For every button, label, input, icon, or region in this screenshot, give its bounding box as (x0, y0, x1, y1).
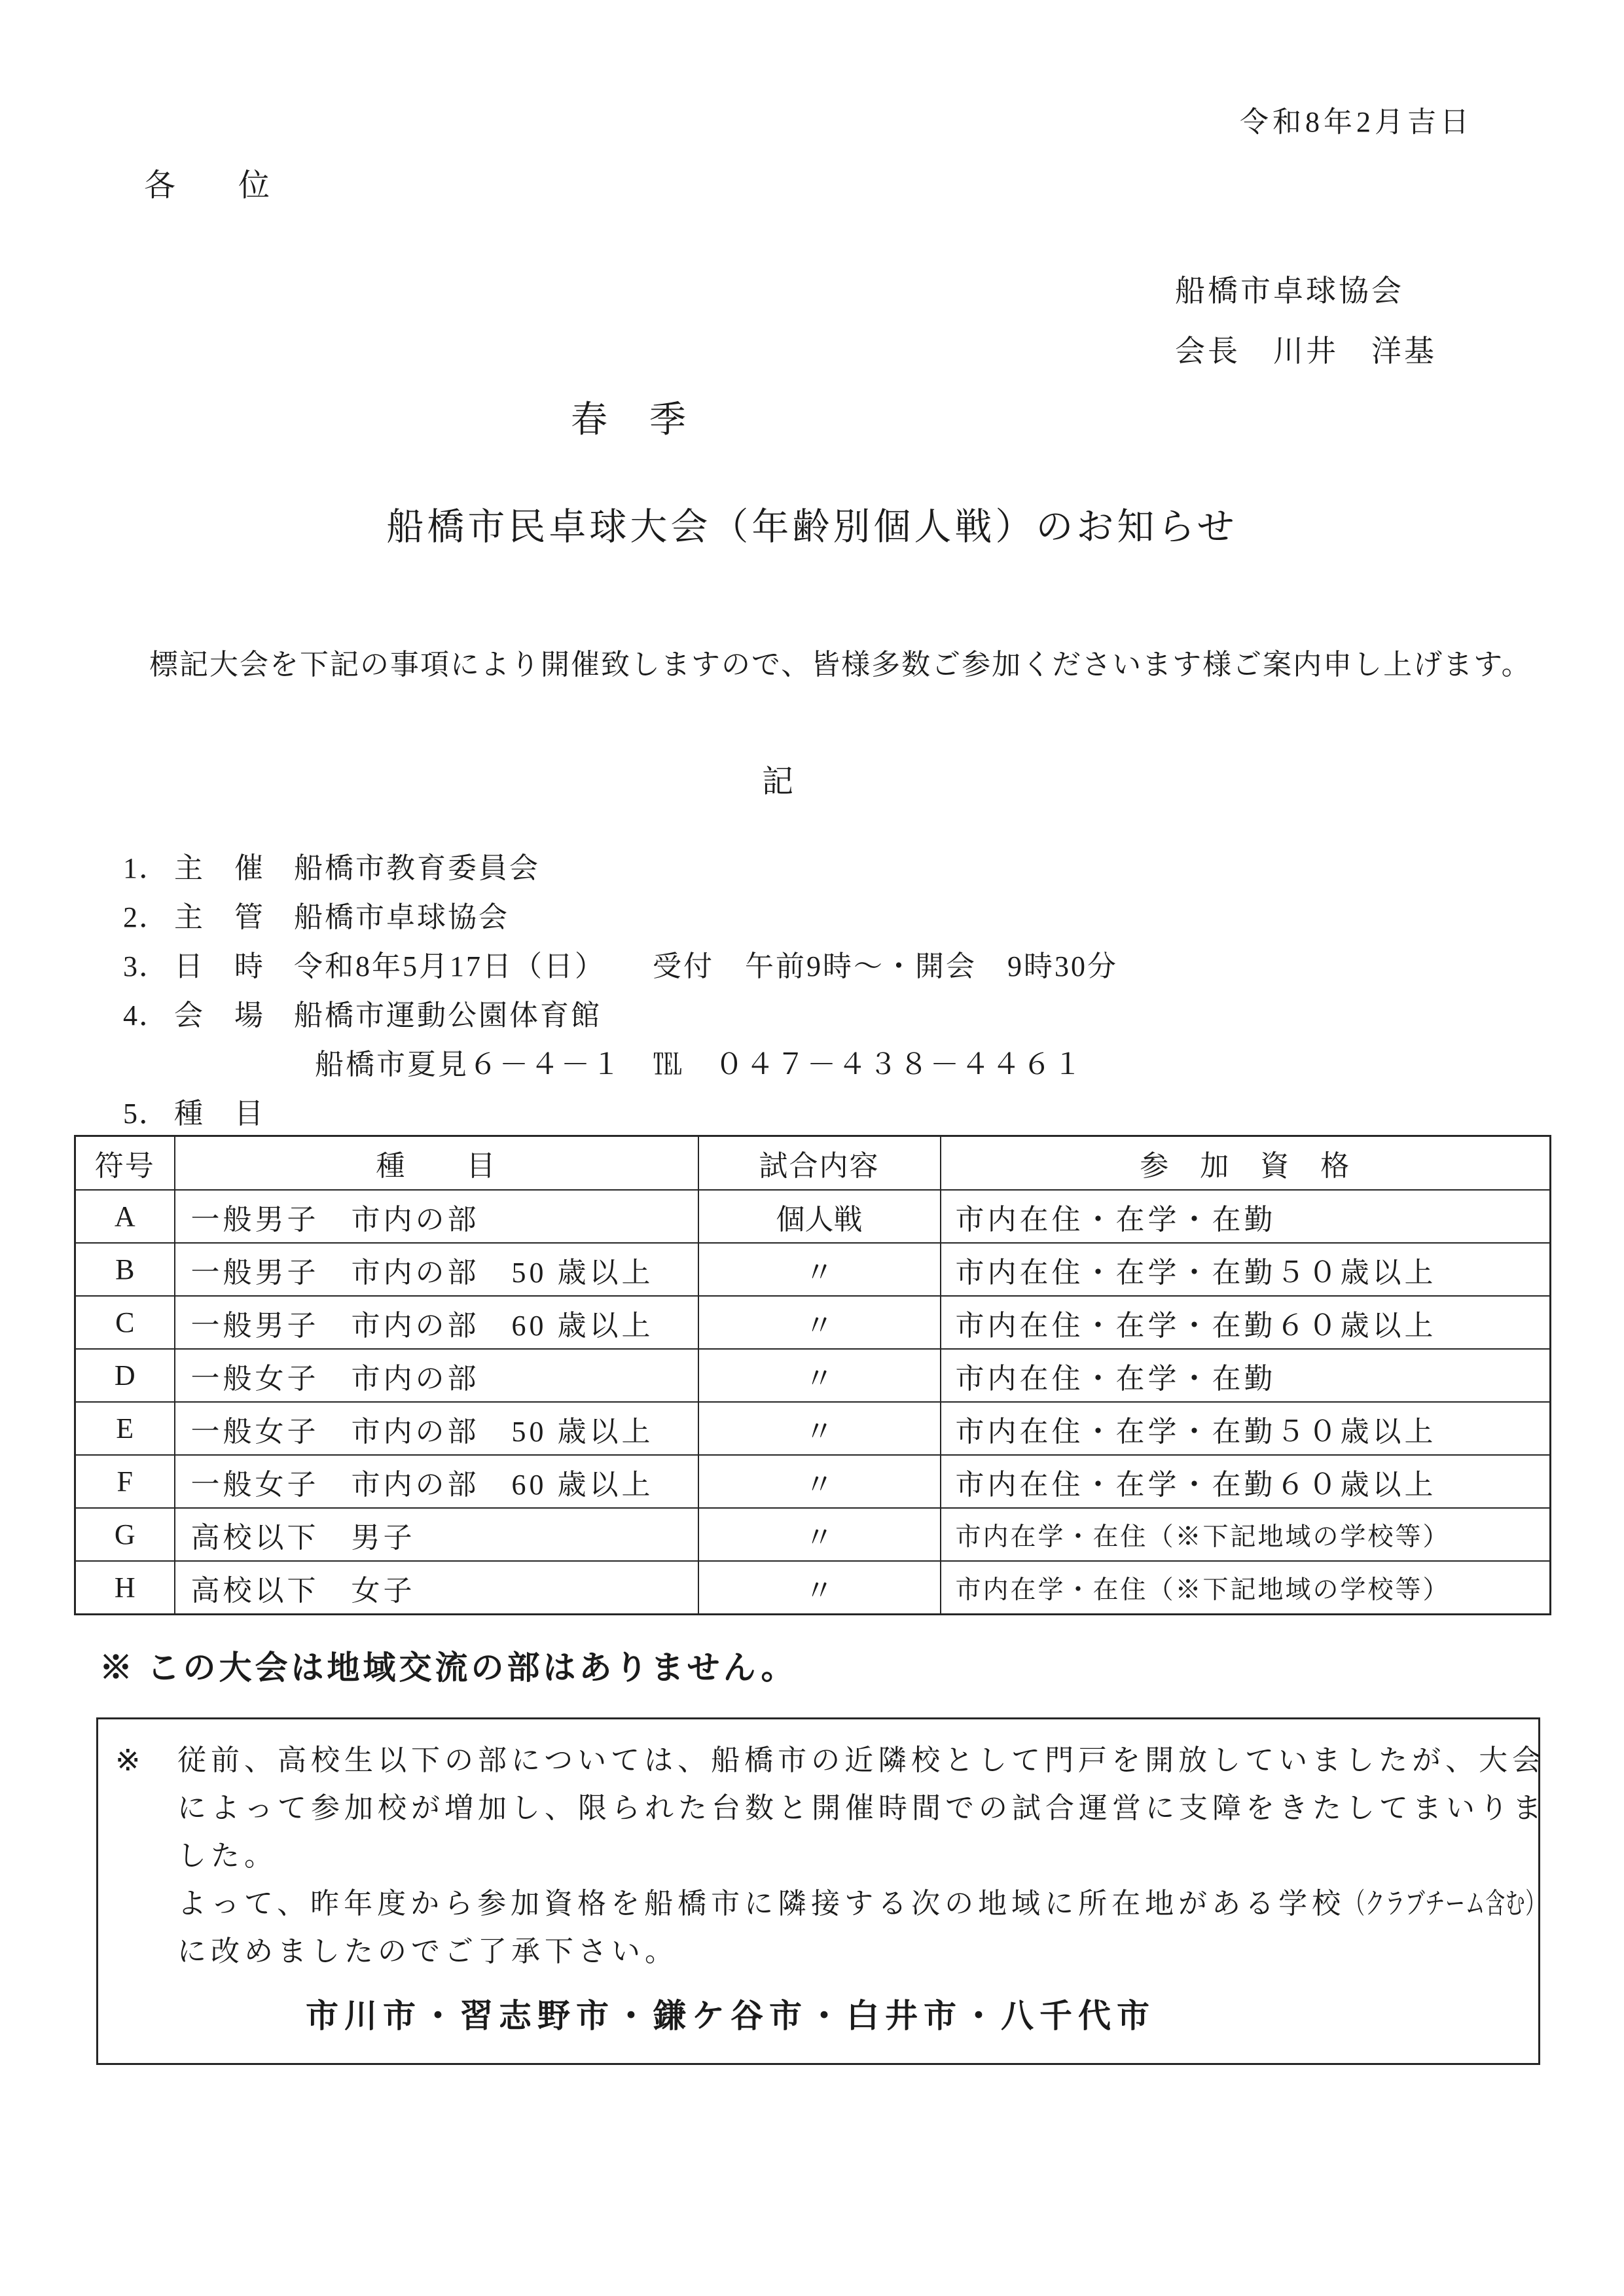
detail-number: 2． (123, 901, 169, 933)
cell-code: B (75, 1243, 175, 1296)
header-cell-match-type: 試合内容 (698, 1136, 941, 1191)
detail-item-organizer (123, 840, 1624, 889)
detail-label: 種 目 (174, 1097, 264, 1130)
cell-code: C (75, 1296, 175, 1349)
cell-eligibility: 市内在住・在学・在勤 (941, 1349, 1551, 1402)
table-row-g (75, 1508, 1551, 1561)
notice-line (177, 1880, 1624, 1928)
header-cell-code: 符号 (75, 1136, 175, 1191)
cell-eligibility: 市内在住・在学・在勤６０歳以上 (941, 1296, 1551, 1349)
detail-label: 日 時 (174, 950, 264, 982)
detail-item-venue (123, 988, 1624, 1037)
venue-address-and-phone: 船橋市夏見６－４－１ ℡ ０４７－４３８－４４６１ (315, 1048, 1084, 1081)
detail-number: 1． (123, 852, 169, 884)
eligible-cities-line: 市川市・習志野市・鎌ケ谷市・白井市・八千代市 (306, 1998, 1155, 2034)
table-header-row (75, 1136, 1551, 1191)
cell-event: 高校以下 女子 (175, 1561, 698, 1615)
issue-date: 令和8年2月吉日 (1240, 106, 1473, 138)
events-table (74, 1135, 1551, 1615)
detail-label: 主 管 (174, 901, 264, 933)
document-title: 船橋市民卓球大会（年齢別個人戦）のお知らせ (386, 507, 1238, 548)
sender-block (1175, 261, 1624, 382)
note-no-regional-division: ※ この大会は地域交流の部はありません。 (99, 1649, 797, 1686)
cell-code: G (75, 1508, 175, 1561)
notice-marker: ※ (115, 1744, 141, 1777)
cell-event: 一般男子 市内の部 (175, 1190, 698, 1243)
cell-event: 一般男子 市内の部 60 歳以上 (175, 1296, 698, 1349)
cell-event: 一般女子 市内の部 (175, 1349, 698, 1402)
detail-value: 船橋市卓球協会 (294, 901, 509, 933)
detail-label: 主 催 (174, 852, 264, 884)
sender-president-name: 会長 川井 洋基 (1175, 334, 1437, 368)
cell-event: 一般男子 市内の部 50 歳以上 (175, 1243, 698, 1296)
notice-line: によって参加校が増加し、限られた台数と開催時間での試合運営に支障をきたしてまいりま (177, 1792, 1546, 1824)
cell-eligibility: 市内在住・在学・在勤６０歳以上 (941, 1455, 1551, 1508)
detail-value: 船橋市教育委員会 (294, 852, 540, 884)
cell-match-type: 〃 (698, 1402, 941, 1455)
cell-match-type: 〃 (698, 1455, 941, 1508)
cell-match-type: 個人戦 (698, 1190, 941, 1243)
notice-line: 従前、高校生以下の部については、船橋市の近隣校として門戸を開放していましたが、大会 (177, 1744, 1546, 1776)
cell-match-type: 〃 (698, 1296, 941, 1349)
cell-code: D (75, 1349, 175, 1402)
detail-number: 5． (123, 1097, 169, 1130)
table-row-a (75, 1190, 1551, 1243)
recipient: 各 位 (144, 168, 270, 203)
cell-match-type: 〃 (698, 1508, 941, 1561)
intro-paragraph: 標記大会を下記の事項により開催致しますので、皆様多数ご参加くださいます様ご案内申し上げます。 (149, 649, 1532, 681)
detail-item-venue-address (123, 1037, 1624, 1086)
notice-line-text: よって、昨年度から参加資格を船橋市に隣接する次の地域に所在地がある学校 (177, 1888, 1346, 1920)
cell-eligibility: 市内在住・在学・在勤５０歳以上 (941, 1402, 1551, 1455)
table-row-d (75, 1349, 1551, 1402)
notice-box (96, 1717, 1546, 2065)
header-cell-event: 種 目 (175, 1136, 698, 1191)
cell-eligibility: 市内在学・在住（※下記地域の学校等） (941, 1561, 1551, 1615)
detail-value: 船橋市運動公園体育館 (294, 999, 602, 1031)
detail-value: 令和8年5月17日（日） 受付 午前9時〜・開会 9時30分 (294, 950, 1118, 982)
table-row-c (75, 1296, 1551, 1349)
record-mark: 記 (761, 764, 793, 799)
detail-item-management (123, 889, 1624, 939)
cell-code: F (75, 1455, 175, 1508)
table-row-f (75, 1455, 1551, 1508)
cell-match-type: 〃 (698, 1349, 941, 1402)
cell-event: 一般女子 市内の部 60 歳以上 (175, 1455, 698, 1508)
cell-match-type: 〃 (698, 1243, 941, 1296)
notice-box-body (113, 1736, 1546, 1975)
notice-line: した。 (177, 1840, 278, 1872)
cell-match-type: 〃 (698, 1561, 941, 1615)
cell-code: A (75, 1190, 175, 1243)
notice-text (177, 1736, 1624, 1975)
season-heading: 春 季 (571, 400, 689, 440)
table-row-e (75, 1402, 1551, 1455)
club-team-note: （クラブチーム含む） (1345, 1888, 1546, 1920)
detail-item-datetime (123, 939, 1624, 988)
cell-code: H (75, 1561, 175, 1615)
cell-eligibility: 市内在住・在学・在勤 (941, 1190, 1551, 1243)
cell-eligibility: 市内在住・在学・在勤５０歳以上 (941, 1243, 1551, 1296)
cell-eligibility: 市内在学・在住（※下記地域の学校等） (941, 1508, 1551, 1561)
detail-number: 4． (123, 999, 169, 1031)
table-row-b (75, 1243, 1551, 1296)
detail-label: 会 場 (174, 999, 264, 1031)
header-cell-eligibility: 参 加 資 格 (941, 1136, 1551, 1191)
sender-organization: 船橋市卓球協会 (1175, 274, 1404, 308)
cell-event: 一般女子 市内の部 50 歳以上 (175, 1402, 698, 1455)
notice-line: に改めましたのでご了承下さい。 (177, 1935, 678, 1967)
cell-code: E (75, 1402, 175, 1455)
table-row-h (75, 1561, 1551, 1615)
detail-item-events (123, 1086, 1624, 1135)
cell-event: 高校以下 男子 (175, 1508, 698, 1561)
detail-list (123, 840, 1624, 1135)
detail-number: 3． (123, 950, 169, 982)
